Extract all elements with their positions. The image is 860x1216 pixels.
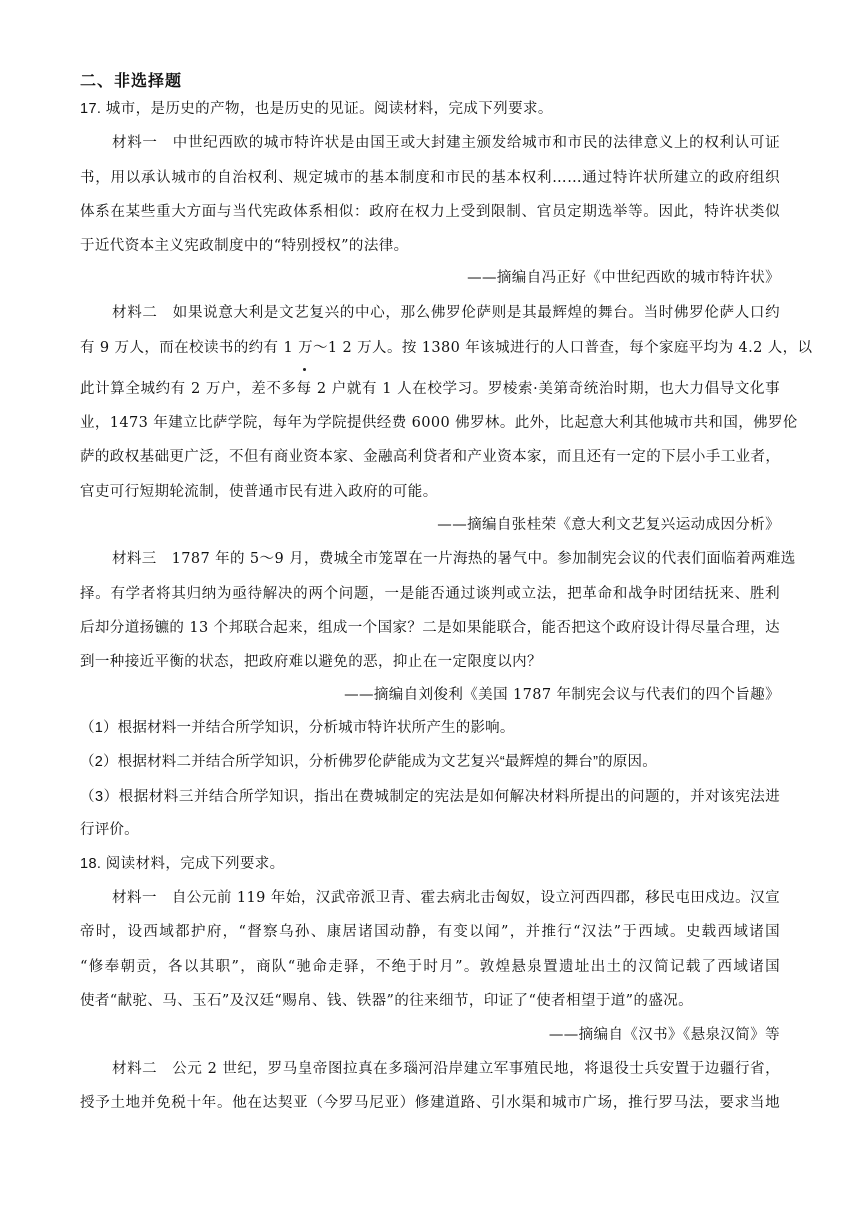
q17-material2-line: 此计算全城约有 2 万户，差不多每 2 户就有 1 人在校学习。罗棱索·美第奇统治时期，也大力倡导文化事 [80,381,780,397]
q17-material2-line: 材料二 如果说意大利是文艺复兴的中心，那么佛罗伦萨则是其最辉煌的舞台。当时佛罗伦萨人口约 [112,305,780,321]
q17-material1-line: 材料一 中世纪西欧的城市特许状是由国王或大封建主颁发给城市和市民的法律意义上的权利认可证 [112,135,780,151]
q17-material3-line: 后却分道扬镳的 13 个邦联合起来，组成一个国家？二是如果能联合，能否把这个政府设计得尽量合理，达 [80,620,780,636]
q17-material3-source: ——摘编自刘俊利《美国 1787 年制宪会议与代表们的四个旨趣》 [344,687,780,703]
q17-sub-question-2: （2）根据材料二并结合所学知识，分析佛罗伦萨能成为文艺复兴“最辉煌的舞台”的原因。 [80,754,657,770]
q17-material2-line: 业，1473 年建立比萨学院，每年为学院提供经费 6000 佛罗林。此外，比起意大利其他城市共和国，佛罗伦 [80,415,798,431]
q18-material1-line: 使者“献驼、马、玉石”及汉廷“赐帛、钱、铁器”的往来细节，印证了“使者相望于道”的盛况。 [80,993,694,1009]
q17-material1-line: 于近代资本主义宪政制度中的“特别授权”的法律。 [80,238,409,254]
q17-material2-source: ——摘编自张桂荣《意大利文艺复兴运动成因分析》 [437,517,780,533]
q17-material1-source: ——摘编自冯正好《中世纪西欧的城市特许状》 [467,270,780,286]
q17-material1-line: 体系在某些重大方面与当代宪政体系相似：政府在权力上受到限制、官员定期选举等。因此，特许状类似 [80,204,780,220]
q18-intro: 18. 阅读材料，完成下列要求。 [80,856,285,872]
q17-material3-line: 材料三 1787 年的 5～9 月，费城全市笼罩在一片海热的暑气中。参加制宪会议的代表们面临着两难选 [112,551,796,567]
q18-material1-line: 材料一 自公元前 119 年始，汉武帝派卫青、霍去病北击匈奴，设立河西四郡，移民屯田戍边。汉宣 [112,890,780,906]
q18-material1-source: ——摘编自《汉书》《悬泉汉简》等 [548,1027,780,1043]
q17-sub-question-1: （1）根据材料一并结合所学知识，分析城市特许状所产生的影响。 [80,720,515,736]
q18-material2-line: 材料二 公元 2 世纪，罗马皇帝图拉真在多瑙河沿岸建立军事殖民地，将退役士兵安置于边疆行省， [112,1061,780,1077]
q17-intro: 17. 城市，是历史的产物，也是历史的见证。阅读材料，完成下列要求。 [80,101,553,117]
emphasis-dot [303,368,306,371]
q17-material2-line: 有 9 万人，而在校读书的约有 1 万～1 2 万人。按 1380 年该城进行的人口普查，每个家庭平均为 4.2 人，以 [80,340,813,356]
q17-material3-line: 到一种接近平衡的状态，把政府难以避免的恶，抑止在一定限度以内？ [80,654,542,670]
q18-material1-line: “修奉朝贡，各以其职”，商队“驰命走驿，不绝于时月”。敦煌悬泉置遗址出土的汉简记载了西域诸国 [80,959,780,975]
q17-material2-line: 萨的政权基础更广泛，不但有商业资本家、金融高利贷者和产业资本家，而且还有一定的下层小手工业者， [80,449,781,465]
q17-material2-line: 官吏可行短期轮流制，使普通市民有进入政府的可能。 [80,484,438,500]
q17-material1-line: 书，用以承认城市的自治权利、规定城市的基本制度和市民的基本权利……通过特许状所建立的政府组织 [80,170,780,186]
section-heading: 二、非选择题 [80,71,183,90]
q18-material2-line: 授予土地并免税十年。他在达契亚（今罗马尼亚）修建道路、引水渠和城市广场，推行罗马法，要求当地 [80,1095,780,1111]
q17-material3-line: 择。有学者将其归纳为亟待解决的两个问题，一是能否通过谈判或立法，把革命和战争时团结抚来、胜利 [80,586,780,602]
q17-sub-question-3-line: 行评价。 [80,822,139,838]
q18-material1-line: 帝时，设西域都护府，“督察乌孙、康居诸国动静，有变以闻”，并推行“汉法”于西域。史载西域诸国 [80,924,780,940]
q17-sub-question-3-line: （3）根据材料三并结合所学知识，指出在费城制定的宪法是如何解决材料所提出的问题的，并对该宪法进 [80,789,780,805]
